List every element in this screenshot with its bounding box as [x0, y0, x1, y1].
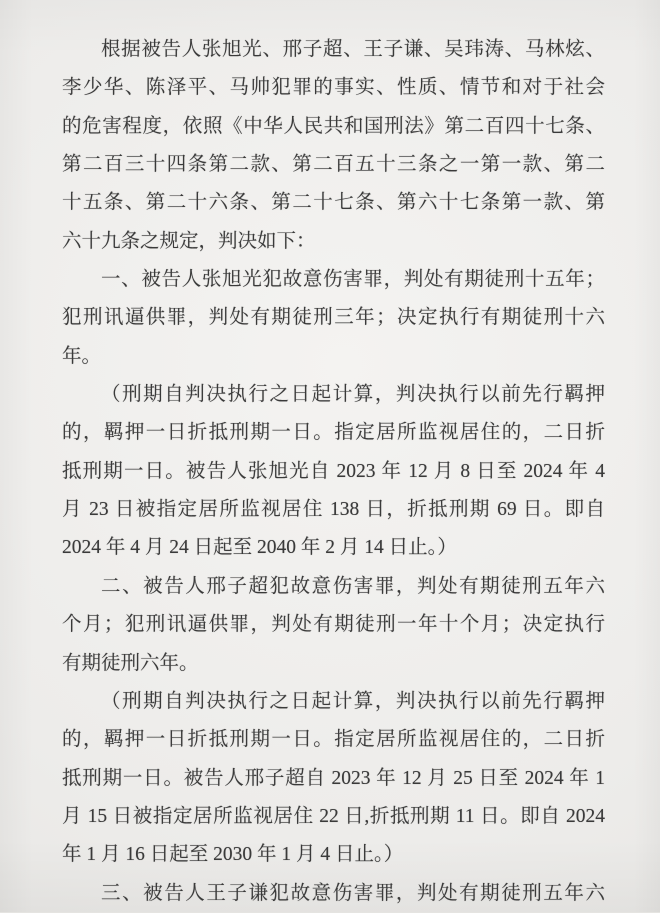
text-line: 二、被告人邢子超犯故意伤害罪，判处有期徒刑五年六 — [101, 575, 605, 597]
text-line: 李少华、陈泽平、马帅犯罪的事实、性质、情节和对于社会 — [62, 77, 605, 99]
judgment-text — [62, 31, 605, 913]
text-line: 月 15 日被指定居所监视居住 22 日,折抵刑期 11 日。即自 2024 — [62, 805, 605, 827]
text-line: 十五条、第二十六条、第二十七条、第六十七条第一款、第 — [62, 192, 605, 214]
text-line: （刑期自判决执行之日起计算，判决执行以前先行羁押 — [101, 384, 605, 406]
text-line: 根据被告人张旭光、邢子超、王子谦、吴玮涛、马林炫、 — [101, 39, 605, 60]
text-line: （刑期自判决执行之日起计算，判决执行以前先行羁押 — [101, 690, 605, 712]
text-line: 抵刑期一日。被告人张旭光自 2023 年 12 月 8 日至 2024 年 4 — [62, 460, 605, 482]
text-line: 有期徒刑六年。 — [62, 652, 199, 674]
text-line: 的危害程度，依照《中华人民共和国刑法》第二百四十七条、 — [62, 115, 605, 137]
text-line: 抵刑期一日。被告人邢子超自 2023 年 12 月 25 日至 2024 年 1 — [62, 767, 605, 789]
text-line: 犯刑讯逼供罪，判处有期徒刑三年；决定执行有期徒刑十六 — [62, 307, 605, 329]
text-line: 一、被告人张旭光犯故意伤害罪，判处有期徒刑十五年； — [101, 269, 605, 291]
text-line: 月 23 日被指定居所监视居住 138 日，折抵刑期 69 日。即自 — [62, 499, 605, 521]
text-line: 2024 年 4 月 24 日起至 2040 年 2 月 14 日止。） — [62, 537, 457, 559]
text-line: 年 1 月 16 日起至 2030 年 1 月 4 日止。） — [62, 844, 404, 866]
text-line: 的，羁押一日折抵刑期一日。指定居所监视居住的，二日折 — [62, 422, 605, 444]
text-line: 的，羁押一日折抵刑期一日。指定居所监视居住的，二日折 — [62, 729, 605, 751]
text-line: 第二百三十四条第二款、第二百五十三条之一第一款、第二 — [62, 154, 605, 176]
text-line: 三、被告人王子谦犯故意伤害罪，判处有期徒刑五年六 — [101, 882, 605, 904]
text-line: 个月；犯刑讯逼供罪，判处有期徒刑一年十个月；决定执行 — [62, 614, 605, 636]
text-line: 六十九条之规定，判决如下： — [62, 230, 316, 252]
text-line: 年。 — [62, 345, 102, 367]
